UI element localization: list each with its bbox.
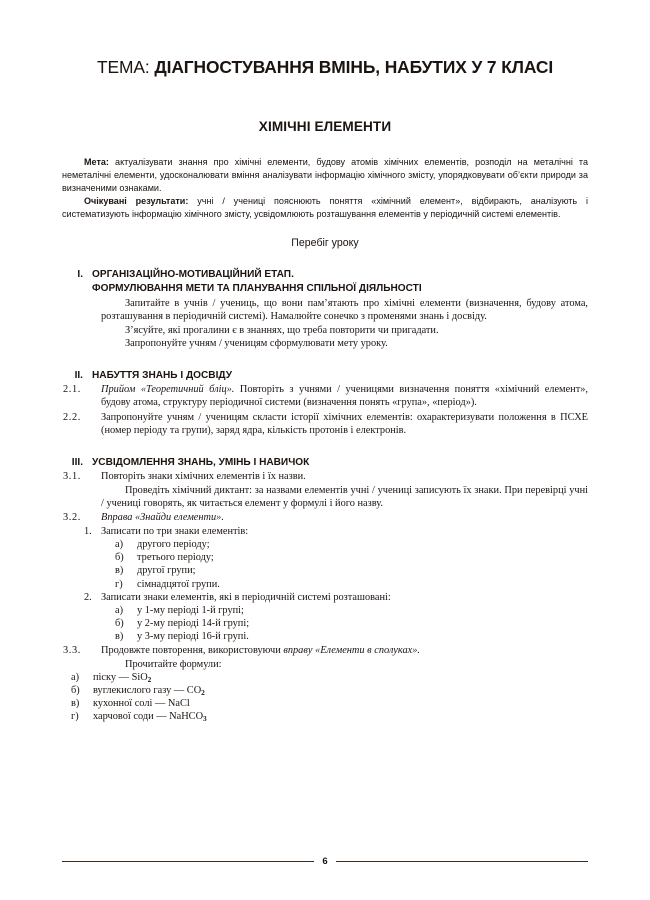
option-text: у 1-му періоді 1-й групі; [137, 604, 244, 616]
stage-two-body [62, 383, 588, 437]
task-1-text: Записати по три знаки елементів: [101, 525, 249, 537]
stage-one-para-2: З’ясуйте, які прогалини є в знаннях, що треба повторити чи пригадати. [125, 324, 439, 336]
stage-one-heading-line2: ФОРМУЛЮВАННЯ МЕТИ ТА ПЛАНУВАННЯ СПІЛЬНОЇ ДІЯЛЬНОСТІ [92, 282, 422, 294]
item-3-3-line [101, 644, 588, 657]
list-item [115, 604, 588, 617]
item-2-1-text [101, 383, 588, 409]
list-item [71, 671, 588, 684]
list-item [84, 525, 588, 538]
item-3-3-lead: Продовжте повторення, використовуючи [101, 645, 284, 657]
list-item [84, 591, 588, 604]
results-text: учні / учениці пояснюють поняття «хімічний елемент», відбирають, аналізують і систематизують інформацію хімічного змісту, усвідомлюють розташування елементів у періодичній системі елементів. [62, 196, 588, 220]
option-text: у 2-му періоді 14-й групі; [137, 618, 250, 630]
list-item [62, 383, 588, 409]
item-2-1-italic: Прийом «Теоретичний бліц». [101, 384, 235, 396]
list-item [115, 564, 588, 577]
item-3-3-text [101, 644, 588, 670]
section-title: ХІМІЧНІ ЕЛЕМЕНТИ [258, 119, 392, 134]
list-item [62, 411, 588, 437]
goal-text: актуалізувати знання про хімічні елементи, будову атомів хімічних елементів, розподіл на металічні та неметалічні елементи, удосконалювати вміння аналізувати інформацію хімічного змісту, упорядковувати об’єкти природи за визначеними ознаками. [62, 157, 588, 194]
task-1-key: 1. [84, 525, 92, 537]
list-item [71, 697, 588, 710]
stage-one-heading-line1: ОРГАНІЗАЦІЙНО-МОТИВАЦІЙНИЙ ЕТАП. [92, 269, 294, 281]
formula-list [62, 671, 588, 724]
footer-rule-left [62, 861, 314, 863]
option-text: третього періоду; [137, 552, 214, 564]
list-item [115, 630, 588, 643]
stage-one-body [62, 297, 588, 350]
formula-subscript: 2 [201, 687, 205, 697]
option-key: б) [115, 618, 124, 630]
intro-block [62, 156, 588, 221]
formula-text [93, 684, 588, 697]
stage-two-heading: НАБУТТЯ ЗНАНЬ І ДОСВІДУ [92, 369, 232, 381]
item-3-3-italic: вправу «Елементи в сполуках». [283, 645, 420, 657]
formula-name: кухонної солі — NaCl [93, 698, 190, 709]
formula-text [93, 697, 588, 710]
lesson-flow-label: Перебіг уроку [291, 237, 359, 250]
formula-subscript: 3 [203, 713, 207, 723]
option-text: сімнадцятої групи. [137, 578, 220, 590]
list-item [115, 578, 588, 591]
item-3-2-key: 3.2. [63, 511, 81, 523]
formula-key: г) [71, 711, 79, 723]
exercise-task-list [62, 525, 588, 643]
item-2-2-text: Запропонуйте учням / ученицям скласти історії хімічних елементів: охарактеризувати положення в ПСХЕ (номер періоду та групи), заряд ядра, кількість протонів і електронів. [101, 411, 588, 436]
item-3-3-paragraph: Прочитайте формули: [125, 658, 222, 670]
formula-name: харчової соди — NaHCO [93, 711, 204, 723]
option-key: а) [115, 604, 124, 616]
list-item [115, 617, 588, 630]
task-1-options [84, 538, 588, 591]
stage-three-heading: УСВІДОМЛЕННЯ ЗНАНЬ, УМІНЬ І НАВИЧОК [92, 456, 310, 468]
stage-one-number: I. [77, 269, 83, 281]
formula-name: піску — SiO [93, 671, 148, 683]
option-text: другої групи; [137, 565, 196, 577]
item-3-2-text [101, 511, 588, 524]
formula-name: вуглекислого газу — CO [93, 684, 202, 696]
item-2-2-key: 2.2. [63, 411, 81, 423]
formula-subscript: 2 [147, 674, 152, 684]
goal-label: Мета: [84, 157, 109, 167]
item-3-1-line: Повторіть знаки хімічних елементів і їх назви. [101, 471, 306, 483]
item-3-3-key: 3.3. [63, 645, 81, 657]
title-text: ДІАГНОСТУВАННЯ ВМІНЬ, НАБУТИХ У 7 КЛАСІ [154, 57, 554, 77]
stage-three-number: III. [71, 456, 83, 468]
stage-three-body [62, 470, 588, 723]
formula-key: б) [71, 684, 80, 696]
stage-one-para-1: Запитайте в учнів / учениць, що вони пам’ятають про хімічні елементи (визначення, будову атома, розташування в періодичній системі). Намалюйте сонечко з променями знань і досвіду. [101, 298, 588, 323]
option-text: у 3-му періоді 16-й групі. [137, 631, 249, 643]
option-key: в) [115, 631, 124, 643]
results-label: Очікувані результати: [84, 196, 189, 207]
list-item [62, 470, 588, 509]
formula-text [93, 710, 588, 723]
page-number: 6 [322, 856, 328, 867]
option-key: г) [115, 578, 123, 590]
stage-heading-two [62, 369, 588, 382]
formula-text [93, 671, 588, 684]
goal-paragraph [62, 156, 588, 195]
item-2-1-rest: Повторіть з учнями / ученицями визначення поняття «хімічний елемент», будову атома, структуру періодичної системи (визначення понять «група», «період»). [101, 384, 588, 409]
list-item [62, 644, 588, 670]
task-2-text: Записати знаки елементів, які в періодичній системі розташовані: [101, 591, 391, 603]
option-key: б) [115, 552, 124, 564]
formula-key: в) [71, 698, 80, 709]
page-footer [62, 856, 588, 867]
item-2-1-key: 2.1. [63, 384, 81, 396]
list-item [115, 551, 588, 564]
stage-two-number: II. [74, 369, 83, 381]
task-2-key: 2. [84, 591, 92, 603]
option-key: в) [115, 565, 124, 577]
item-3-1-paragraph: Проведіть хімічний диктант: за назвами елементів учні / учениці записують їх знаки. При перевірці учні / учениці говорять, як читається елемент у формулі і його назву. [101, 484, 588, 509]
results-paragraph [62, 195, 588, 221]
formula-key: а) [71, 671, 80, 683]
stage-one-para-3: Запропонуйте учням / ученицям сформулювати мету уроку. [125, 337, 388, 349]
list-item [115, 538, 588, 551]
page-title [62, 0, 588, 78]
list-item [71, 710, 588, 723]
list-item [62, 511, 588, 524]
stage-heading-three [62, 456, 588, 469]
task-2-options [84, 604, 588, 643]
option-key: а) [115, 539, 124, 551]
item-3-1-text [101, 470, 588, 509]
footer-rule-right [336, 861, 588, 863]
option-text: другого періоду; [137, 539, 210, 551]
list-item [71, 684, 588, 697]
stage-one-heading [92, 268, 588, 295]
stage-heading-one [62, 268, 588, 295]
item-3-2-italic: Вправа «Знайди елементи». [101, 511, 224, 523]
item-3-1-key: 3.1. [63, 471, 81, 483]
title-label: ТЕМА: [96, 57, 150, 77]
